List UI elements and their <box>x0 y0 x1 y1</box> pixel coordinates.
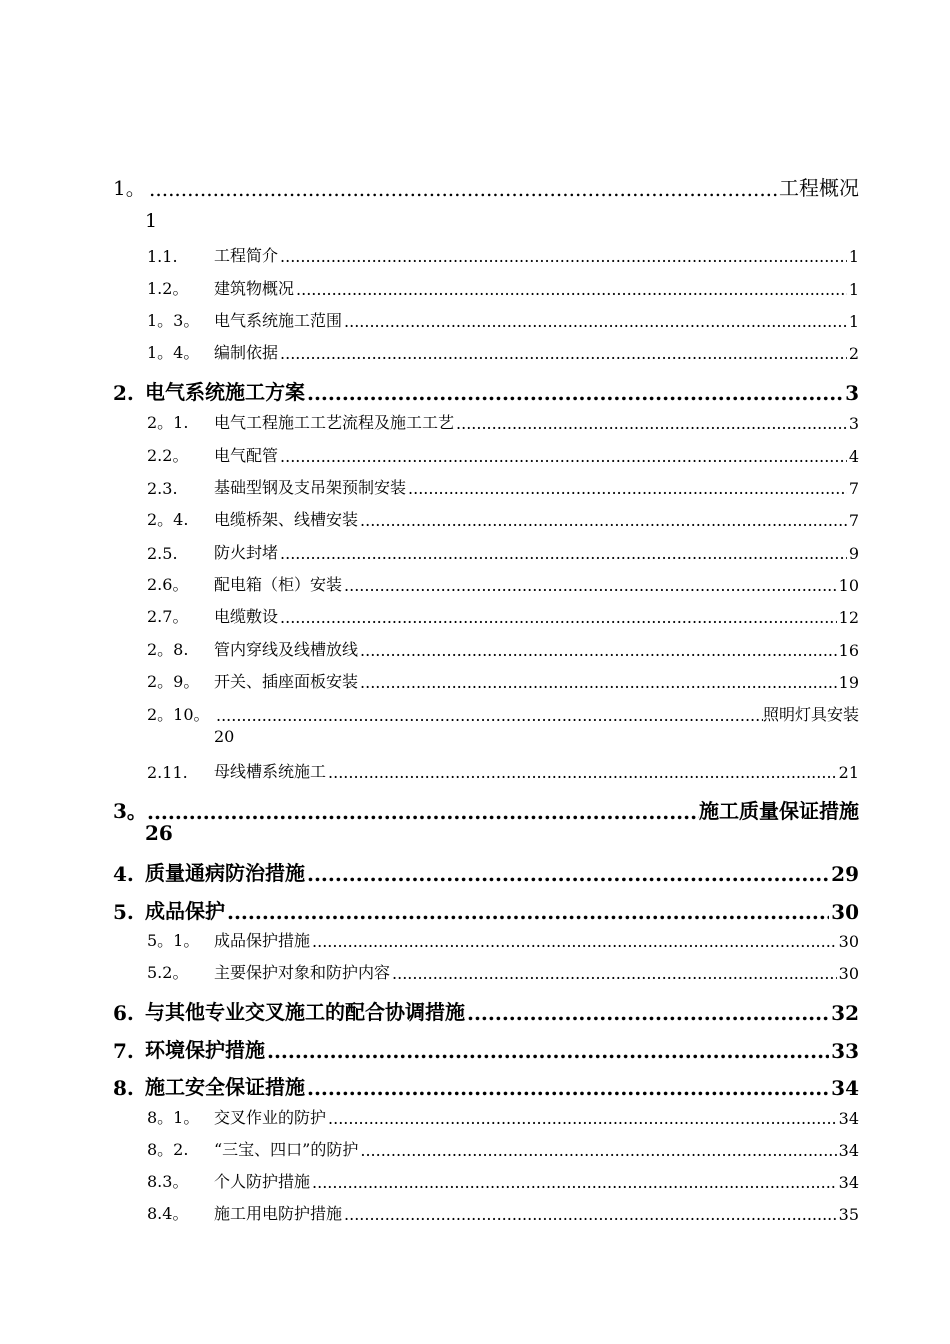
toc-entry-2-4[interactable] <box>147 507 859 530</box>
toc-leader <box>390 964 837 983</box>
toc-title: “三宝、四口”的防护 <box>214 1140 359 1159</box>
toc-entry-1[interactable] <box>113 172 859 201</box>
toc-number: 2. <box>113 381 134 405</box>
toc-entry-8-2[interactable] <box>147 1137 859 1160</box>
toc-title: 配电箱（柜）安装 <box>214 575 343 594</box>
toc-entry-2-6[interactable] <box>147 572 859 595</box>
toc-leader <box>225 900 829 924</box>
toc-page: 30 <box>838 964 859 983</box>
toc-title: 管内穿线及线槽放线 <box>214 640 359 659</box>
toc-title: 与其他专业交叉施工的配合协调措施 <box>145 1000 465 1024</box>
toc-number: 2.11. <box>147 763 188 782</box>
toc-leader <box>326 1109 837 1128</box>
toc-leader <box>147 177 779 201</box>
toc-entry-2-11[interactable] <box>147 759 859 782</box>
toc-leader <box>454 414 847 433</box>
toc-title: 母线槽系统施工 <box>214 762 327 781</box>
toc-entry-4[interactable] <box>113 857 859 886</box>
toc-leader <box>305 1076 829 1100</box>
toc-leader <box>310 932 837 951</box>
toc-number: 1.2。 <box>147 279 189 298</box>
toc-leader <box>358 673 837 692</box>
toc-page: 34 <box>831 1076 859 1100</box>
toc-entry-6[interactable] <box>113 996 859 1025</box>
toc-title: 电缆桥架、线槽安装 <box>214 510 359 529</box>
toc-title: 成品保护措施 <box>214 931 311 950</box>
toc-page: 32 <box>831 1001 859 1025</box>
toc-title: 个人防护措施 <box>214 1172 311 1191</box>
toc-page: 1 <box>145 210 158 232</box>
toc-page: 7 <box>848 479 859 498</box>
toc-leader <box>294 280 847 299</box>
toc-page: 30 <box>831 900 859 924</box>
toc-number: 8.3。 <box>147 1172 189 1191</box>
toc-title: 工程简介 <box>214 246 279 265</box>
toc-page: 7 <box>848 511 859 530</box>
toc-title: 交叉作业的防护 <box>214 1108 327 1127</box>
toc-page: 33 <box>831 1039 859 1063</box>
toc-page: 3 <box>848 414 859 433</box>
toc-leader <box>358 641 837 660</box>
toc-leader <box>465 1001 829 1025</box>
toc-leader <box>310 1173 837 1192</box>
toc-number: 7. <box>113 1039 134 1063</box>
toc-leader <box>214 706 763 725</box>
toc-page: 9 <box>848 544 859 563</box>
toc-title: 成品保护 <box>145 899 225 923</box>
toc-entry-2-2[interactable] <box>147 443 859 466</box>
toc-number: 5。1。 <box>147 931 200 950</box>
toc-title: 电气系统施工方案 <box>145 380 305 404</box>
toc-number: 2。10。 <box>147 705 210 724</box>
toc-entry-7[interactable] <box>113 1034 859 1063</box>
toc-title: 质量通病防治措施 <box>145 861 305 885</box>
toc-number: 2.2。 <box>147 446 189 465</box>
toc-number: 2。4. <box>147 510 189 529</box>
toc-leader <box>278 344 847 363</box>
toc-number: 2.5. <box>147 544 178 563</box>
toc-entry-2-5[interactable] <box>147 540 859 563</box>
toc-page: 34 <box>838 1173 859 1192</box>
toc-page: 20 <box>214 727 235 746</box>
toc-entry-2-8[interactable] <box>147 637 859 660</box>
toc-page: 1 <box>848 312 859 331</box>
toc-title: 施工用电防护措施 <box>214 1204 343 1223</box>
toc-page: 1 <box>848 247 859 266</box>
toc-title: 电气系统施工范围 <box>214 311 343 330</box>
toc-entry-2-1[interactable] <box>147 410 859 433</box>
toc-entry-2-10[interactable] <box>147 702 859 725</box>
toc-title: 环境保护措施 <box>145 1038 265 1062</box>
toc-title: 建筑物概况 <box>214 279 295 298</box>
toc-entry-8-4[interactable] <box>147 1201 859 1224</box>
toc-title: 电气工程施工工艺流程及施工工艺 <box>214 413 455 432</box>
toc-page: 34 <box>838 1141 859 1160</box>
toc-entry-2[interactable] <box>113 376 859 405</box>
toc-entry-2-9[interactable] <box>147 669 859 692</box>
toc-page: 26 <box>145 821 173 845</box>
toc-page: 4 <box>848 447 859 466</box>
toc-leader <box>305 381 843 405</box>
toc-entry-2-7[interactable] <box>147 604 859 627</box>
toc-number: 8。2. <box>147 1140 189 1159</box>
toc-page: 3 <box>845 381 859 405</box>
toc-leader <box>278 608 837 627</box>
toc-entry-8[interactable] <box>113 1071 859 1100</box>
toc-entry-1-1[interactable] <box>147 243 859 266</box>
toc-page: 29 <box>831 862 859 886</box>
toc-title: 照明灯具安装 <box>762 705 859 724</box>
toc-page: 21 <box>838 763 859 782</box>
toc-entry-1-4[interactable] <box>147 340 859 363</box>
toc-page: 34 <box>838 1109 859 1128</box>
toc-leader <box>278 447 847 466</box>
toc-entry-2-3[interactable] <box>147 475 859 498</box>
toc-number: 2。8. <box>147 640 189 659</box>
toc-title: 主要保护对象和防护内容 <box>214 963 391 982</box>
toc-title: 施工安全保证措施 <box>145 1075 305 1099</box>
toc-number: 2。9。 <box>147 672 200 691</box>
toc-leader <box>305 862 829 886</box>
toc-entry-5-2[interactable] <box>147 960 859 983</box>
toc-entry-8-3[interactable] <box>147 1169 859 1192</box>
toc-number: 1。 <box>113 176 146 200</box>
toc-leader <box>342 576 837 595</box>
toc-entry-1-3[interactable] <box>147 308 859 331</box>
toc-number: 1。4。 <box>147 343 200 362</box>
toc-leader <box>342 1205 837 1224</box>
toc-leader <box>278 544 847 563</box>
toc-leader <box>358 1141 836 1160</box>
toc-number: 2。1. <box>147 413 189 432</box>
toc-page: 30 <box>838 932 859 951</box>
toc-leader <box>406 479 847 498</box>
toc-leader <box>326 763 837 782</box>
toc-page: 1 <box>848 280 859 299</box>
toc-entry-5-1[interactable] <box>147 928 859 951</box>
toc-title: 施工质量保证措施 <box>699 799 859 823</box>
toc-entry-8-1[interactable] <box>147 1105 859 1128</box>
toc-leader <box>278 247 847 266</box>
toc-number: 5.2。 <box>147 963 189 982</box>
toc-leader <box>358 511 847 530</box>
toc-page: 19 <box>838 673 859 692</box>
toc-title: 电气配管 <box>214 446 279 465</box>
toc-leader <box>265 1039 829 1063</box>
toc-title: 防火封堵 <box>214 543 279 562</box>
toc-leader <box>342 312 847 331</box>
toc-entry-1-2[interactable] <box>147 276 859 299</box>
toc-page: 12 <box>838 608 859 627</box>
toc-number: 6. <box>113 1001 134 1025</box>
toc-title: 电缆敷设 <box>214 607 279 626</box>
toc-number: 8.4。 <box>147 1204 189 1223</box>
toc-title: 工程概况 <box>779 176 859 200</box>
toc-number: 2.3. <box>147 479 178 498</box>
toc-number: 2.7。 <box>147 607 189 626</box>
toc-number: 8。1。 <box>147 1108 200 1127</box>
toc-number: 1.1. <box>147 247 178 266</box>
toc-title: 基础型钢及支吊架预制安装 <box>214 478 407 497</box>
toc-entry-5[interactable] <box>113 895 859 924</box>
toc-leader <box>145 800 699 824</box>
toc-title: 编制依据 <box>214 343 279 362</box>
toc-page: 10 <box>838 576 859 595</box>
toc-number: 2.6。 <box>147 575 189 594</box>
toc-number: 1。3。 <box>147 311 200 330</box>
toc-page: 35 <box>838 1205 859 1224</box>
toc-number: 4. <box>113 862 134 886</box>
toc-title: 开关、插座面板安装 <box>214 672 359 691</box>
toc-page: 16 <box>838 641 859 660</box>
toc-number: 5. <box>113 900 134 924</box>
toc-number: 8. <box>113 1076 134 1100</box>
toc-page: 2 <box>848 344 859 363</box>
toc-number: 3。 <box>113 799 147 823</box>
toc-entry-3[interactable] <box>113 795 859 824</box>
